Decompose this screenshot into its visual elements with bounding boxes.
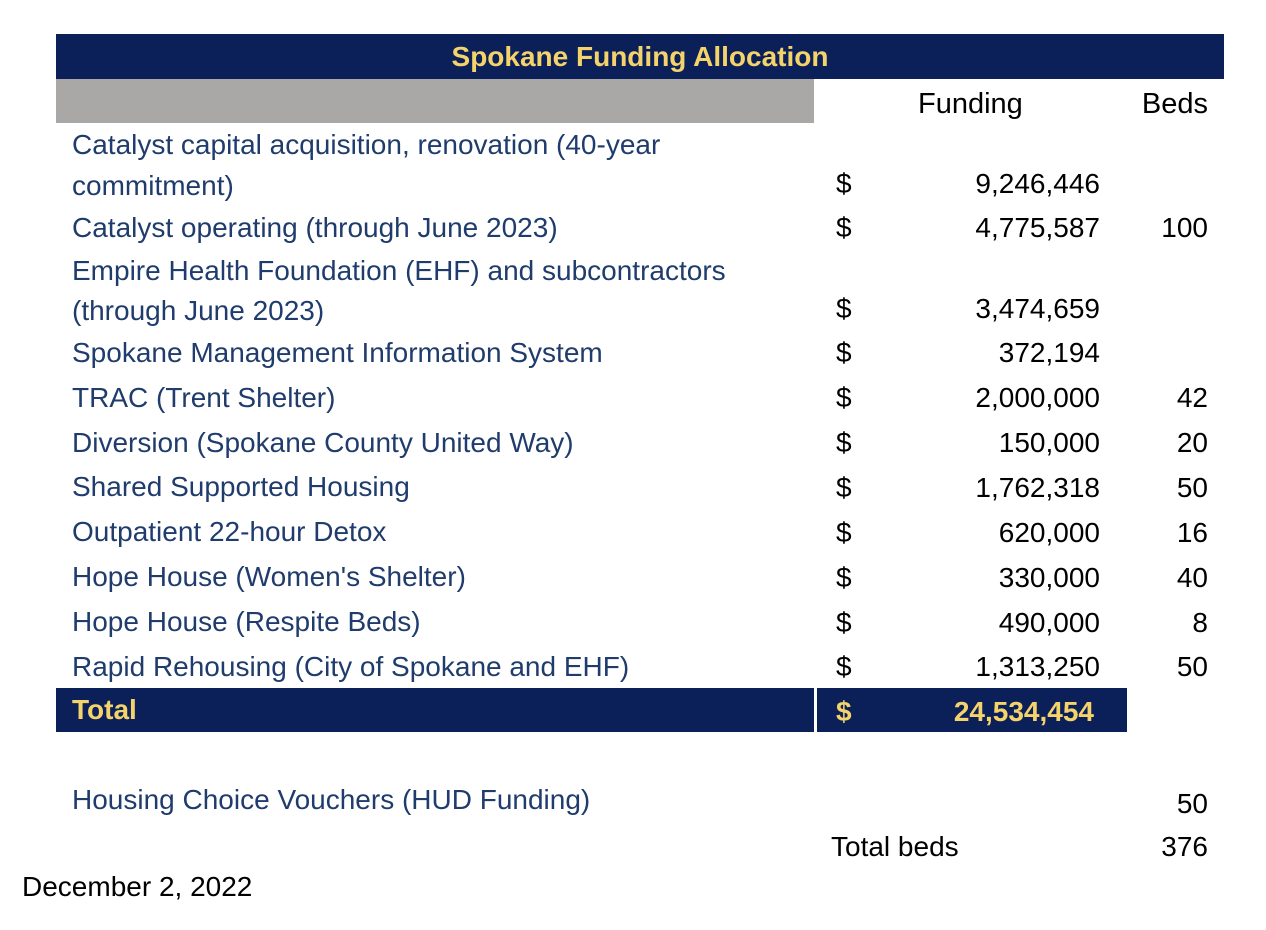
funding-amount: 150,000 <box>998 427 1100 458</box>
beds-count: 50 <box>1176 472 1208 503</box>
funding-amount: 330,000 <box>998 562 1100 593</box>
table-title: Spokane Funding Allocation <box>56 34 1224 79</box>
funding-column-header: Funding <box>918 88 1023 120</box>
beds-count: 40 <box>1176 562 1208 593</box>
funding-amount: 490,000 <box>998 607 1100 638</box>
funding-amount: 2,000,000 <box>975 382 1100 413</box>
funding-amount: 620,000 <box>998 517 1100 548</box>
total-row-band <box>56 688 814 732</box>
vouchers-beds: 50 <box>1176 788 1208 819</box>
total-beds-value: 376 <box>1161 831 1208 862</box>
row-label-continued: (through June 2023) <box>72 295 325 326</box>
funding-amount: 1,313,250 <box>975 651 1100 682</box>
currency-symbol: $ <box>836 382 852 413</box>
row-label: Shared Supported Housing <box>72 471 410 502</box>
currency-symbol: $ <box>836 427 852 458</box>
funding-amount: 3,474,659 <box>975 293 1100 324</box>
beds-count: 20 <box>1176 427 1208 458</box>
total-label: Total <box>72 694 137 725</box>
beds-count: 100 <box>1161 212 1208 243</box>
document-date: December 2, 2022 <box>22 871 253 902</box>
currency-symbol: $ <box>836 562 852 593</box>
row-label: Diversion (Spokane County United Way) <box>72 427 574 458</box>
currency-symbol: $ <box>836 517 852 548</box>
currency-symbol: $ <box>836 337 852 368</box>
funding-amount: 372,194 <box>998 337 1100 368</box>
beds-count: 42 <box>1176 382 1208 413</box>
beds-count: 16 <box>1176 517 1208 548</box>
row-label: Hope House (Women's Shelter) <box>72 561 466 592</box>
total-currency-symbol: $ <box>836 696 852 727</box>
funding-amount: 4,775,587 <box>975 212 1100 243</box>
currency-symbol: $ <box>836 293 852 324</box>
currency-symbol: $ <box>836 607 852 638</box>
row-label: Empire Health Foundation (EHF) and subcontractors <box>72 255 726 286</box>
total-amount: 24,534,454 <box>953 696 1094 727</box>
currency-symbol: $ <box>836 472 852 503</box>
row-label-continued: commitment) <box>72 170 234 201</box>
beds-count: 50 <box>1176 651 1208 682</box>
row-label: Hope House (Respite Beds) <box>72 606 421 637</box>
beds-column-header: Beds <box>1141 88 1208 120</box>
header-band <box>56 79 814 123</box>
row-label: TRAC (Trent Shelter) <box>72 382 336 413</box>
row-label: Rapid Rehousing (City of Spokane and EHF) <box>72 651 630 682</box>
funding-amount: 1,762,318 <box>975 472 1100 503</box>
funding-amount: 9,246,446 <box>975 168 1100 199</box>
currency-symbol: $ <box>836 212 852 243</box>
vouchers-label: Housing Choice Vouchers (HUD Funding) <box>72 784 591 815</box>
beds-count: 8 <box>1192 607 1208 638</box>
row-label: Outpatient 22-hour Detox <box>72 516 387 547</box>
total-beds-label: Total beds <box>831 831 959 862</box>
row-label: Spokane Management Information System <box>72 337 603 368</box>
currency-symbol: $ <box>836 168 852 199</box>
currency-symbol: $ <box>836 651 852 682</box>
row-label: Catalyst capital acquisition, renovation (40-year <box>72 129 661 160</box>
row-label: Catalyst operating (through June 2023) <box>72 212 558 243</box>
